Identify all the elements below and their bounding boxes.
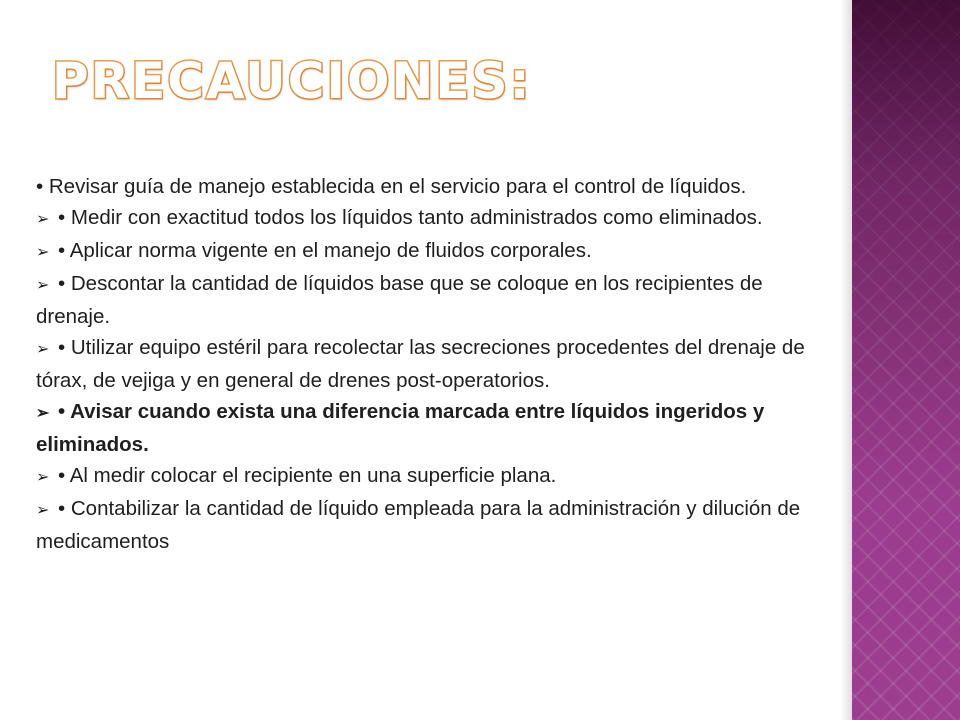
arrow-bullet-icon: ➢ [36,469,50,486]
side-panel-shadow [840,0,852,720]
list-item-emphasized [36,396,836,460]
item-text: • Aplicar norma vigente en el manejo de fluidos corporales. [58,239,592,262]
list-item [36,460,836,493]
precautions-list [36,171,836,557]
arrow-bullet-icon: ➢ [36,211,50,228]
list-item [36,493,836,557]
list-item [36,202,836,235]
arrow-bullet-icon: ➢ [36,502,50,519]
decorative-side-panel [852,0,960,720]
item-text: • Descontar la cantidad de líquidos base que se coloque en los recipientes de drenaje. [36,272,763,328]
arrow-bullet-icon: ➢ [36,405,50,422]
arrow-bullet-icon: ➢ [36,244,50,261]
list-item [36,235,836,268]
item-text: • Utilizar equipo estéril para recolectar las secreciones procedentes del drenaje de tórax, de vejiga y en general de drenes post-operatorios. [36,336,805,392]
list-item [36,171,836,202]
arrow-bullet-icon: ➢ [36,277,50,294]
item-text: • Medir con exactitud todos los líquidos tanto administrados como eliminados. [58,206,763,229]
list-item [36,268,836,332]
slide-title: PRECAUCIONES: [52,52,532,110]
item-text: • Avisar cuando exista una diferencia marcada entre líquidos ingeridos y eliminados. [36,400,765,456]
arrow-bullet-icon: ➢ [36,341,50,358]
item-text: • Contabilizar la cantidad de líquido empleada para la administración y dilución de medicamentos [36,497,801,553]
list-item [36,332,836,396]
item-text: • Al medir colocar el recipiente en una superficie plana. [58,464,557,487]
item-text: • Revisar guía de manejo establecida en el servicio para el control de líquidos. [36,175,747,198]
